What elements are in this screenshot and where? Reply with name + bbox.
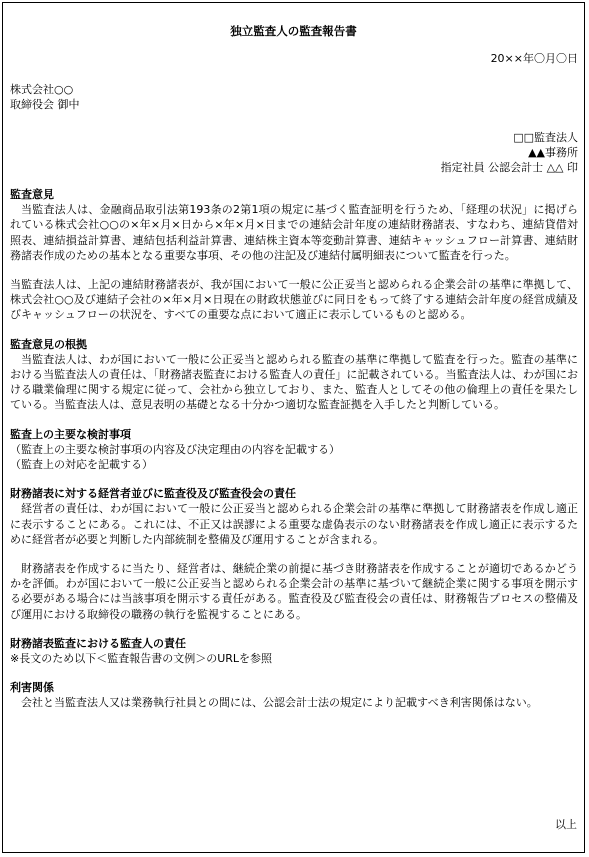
closing-text: 以上 bbox=[555, 818, 577, 831]
section-auditor-responsibility bbox=[10, 636, 578, 666]
section-heading: 監査意見の根拠 bbox=[10, 337, 87, 351]
section-interest bbox=[10, 680, 578, 710]
section-paragraph: 経営者の責任は、わが国において一般に公正妥当と認められる企業会計の基準に準拠して財務諸表を作成し適正に表示することにある。これには、不正又は誤謬による重要な虚偽表示のない財務諸表を作成し適正に表示するために経営者が必要と判断した内部統制を整備及び運用することが含まれる。 bbox=[10, 502, 578, 546]
section-kam bbox=[10, 427, 578, 473]
section-paragraph: 当監査法人は、わが国において一般に公正妥当と認められる監査の基準に準拠して監査を行った。監査の基準における当監査法人の責任は、「財務諸表監査における監査人の責任」に記載されている。当監査法人は、わが国における職業倫理に関する規定に従って、会社から独立しており、また、監査人としてその他の倫理上の責任を果たしている。当監査法人は、意見表明の基礎となる十分かつ適切な監査証拠を入手したと判断している。 bbox=[10, 352, 578, 412]
section-heading: 財務諸表に対する経営者並びに監査役及び監査役会の責任 bbox=[10, 487, 296, 501]
addressee-board: 取締役会 御中 bbox=[10, 98, 80, 111]
section-paragraph: 会社と当監査法人又は業務執行社員との間には、公認会計士法の規定により記載すべき利害関係はない。 bbox=[21, 696, 538, 710]
section-line: ※長文のため以下＜監査報告書の文例＞のURLを参照 bbox=[10, 652, 273, 666]
section-responsibility bbox=[10, 486, 578, 622]
report-body bbox=[10, 187, 578, 711]
audit-report-document bbox=[2, 2, 585, 853]
addressee-block bbox=[10, 82, 80, 112]
auditor-block bbox=[441, 130, 578, 175]
section-heading: 財務諸表監査における監査人の責任 bbox=[10, 636, 186, 650]
auditor-office: ▲▲事務所 bbox=[528, 146, 578, 159]
report-date: 20××年〇月〇日 bbox=[490, 52, 578, 65]
section-paragraph: 財務諸表を作成するに当たり、経営者は、継続企業の前提に基づき財務諸表を作成することが適切であるかどうかを評価。わが国において一般に公正妥当と認められる企業会計の基準に基づいて継続企業に関する事項を開示する必要がある場合には当該事項を開示する責任がある。監査役及び監査役会の責任は、財務報告プロセスの整備及び運用における取締役の職務の執行を監視することにある。 bbox=[10, 562, 578, 621]
section-paragraph: 当監査法人は、上記の連結財務諸表が、我が国において一般に公正妥当と認められる企業会計の基準に準拠して、株式会社○○及び連結子会社の×年×月×日現在の財政状態並びに同日をもって終了する連結会計年度の経営成績及びキャッシュフローの状況を、すべての重要な点において適正に表示しているものと認める。 bbox=[10, 278, 578, 322]
auditor-firm: □□監査法人 bbox=[513, 131, 578, 144]
auditor-partner: 指定社員 公認会計士 △△ 印 bbox=[440, 161, 578, 174]
section-line: （監査上の主要な検討事項の内容及び決定理由の内容を記載する） bbox=[10, 442, 340, 456]
section-opinion bbox=[10, 187, 578, 323]
section-line: （監査上の対応を記載する） bbox=[10, 458, 153, 472]
addressee-company: 株式会社○○ bbox=[10, 83, 74, 96]
section-heading: 利害関係 bbox=[10, 681, 54, 695]
document-title: 独立監査人の監査報告書 bbox=[230, 24, 357, 38]
section-heading: 監査上の主要な検討事項 bbox=[10, 427, 131, 441]
section-paragraph: 当監査法人は、金融商品取引法第193条の2第1項の規定に基づく監査証明を行うため、「経理の状況」に掲げられている株式会社○○の×年×月×日から×年×月×日までの連結会計年度の連結財務諸表、すなわち、連結貸借対照表、連結損益計算書、連結包括利益計算書、連結株主資本等変動計算書、連結キャッシュフロー計算書、連結財務諸表作成のための基本となる重要な事項、その他の注記及び連結付属明細表について監査を行った。 bbox=[10, 203, 578, 262]
section-heading: 監査意見 bbox=[10, 188, 54, 201]
section-basis bbox=[10, 337, 578, 413]
